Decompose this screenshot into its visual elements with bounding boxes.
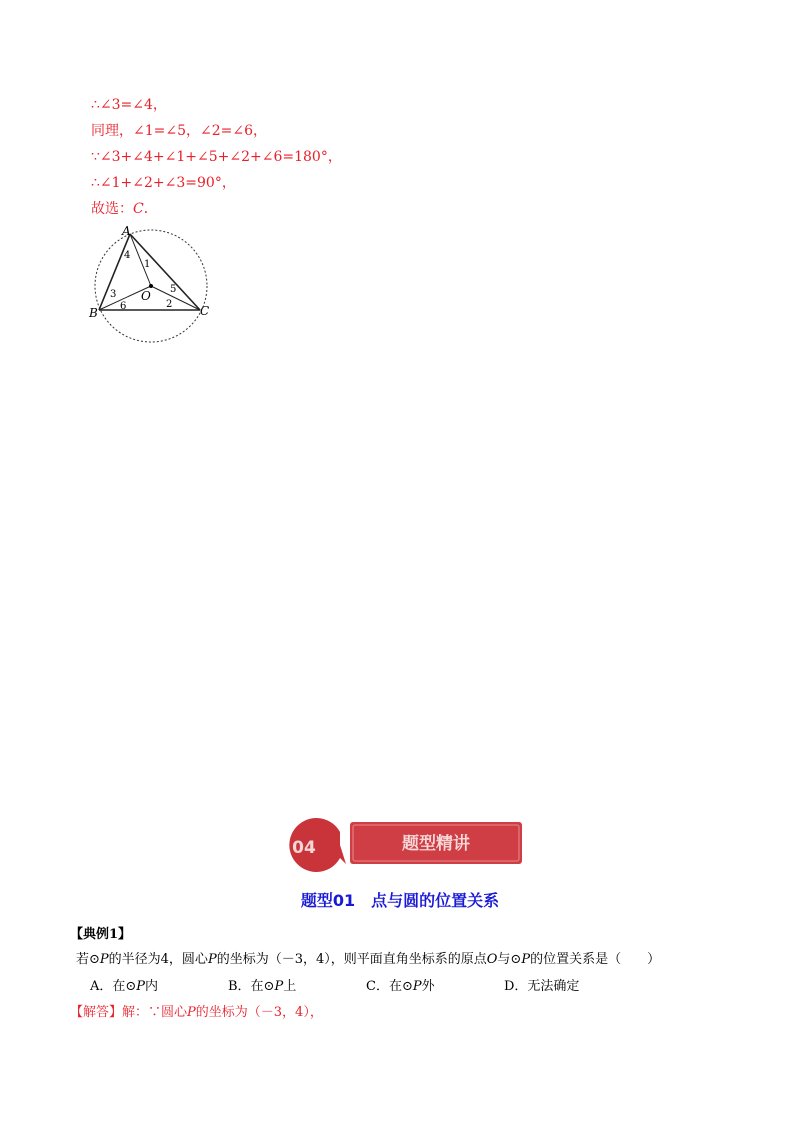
angle-label-5: 5 bbox=[170, 284, 177, 295]
label-b: B bbox=[89, 306, 98, 320]
option-a-var: P bbox=[136, 979, 146, 994]
geometry-figure bbox=[86, 222, 212, 344]
q-part-5: 的位置关系是（ ） bbox=[530, 952, 661, 967]
section-title: 题型01 点与圆的位置关系 bbox=[300, 891, 500, 910]
angle-label-6: 6 bbox=[120, 301, 127, 312]
answer-part-2: 的坐标为（－3，4）， bbox=[195, 1005, 323, 1020]
option-c-prefix: C．在⊙ bbox=[366, 979, 413, 994]
option-c-suffix: 外 bbox=[421, 979, 435, 994]
solution-line-2: 同理，∠1=∠5，∠2=∠6， bbox=[91, 123, 268, 139]
chosen-option: C bbox=[133, 201, 144, 217]
option-d bbox=[504, 975, 579, 994]
answer-part-1: 解：∵圆心 bbox=[122, 1005, 188, 1020]
q-part-4: 与⊙ bbox=[497, 952, 522, 967]
q-part-3: 的坐标为（－3，4），则平面直角坐标系的原点 bbox=[216, 952, 487, 967]
section-banner bbox=[274, 812, 526, 876]
example-label: 【典例1】 bbox=[70, 927, 132, 942]
label-c: C bbox=[200, 304, 210, 318]
option-b bbox=[228, 975, 296, 994]
answer-label: 【解答】 bbox=[70, 1005, 123, 1020]
q-var-4: P bbox=[521, 952, 531, 967]
option-b-prefix: B．在⊙ bbox=[228, 979, 275, 994]
angle-label-2: 2 bbox=[166, 299, 173, 310]
option-a bbox=[90, 975, 158, 994]
q-part-1: 若⊙ bbox=[76, 952, 100, 967]
angle-label-4: 4 bbox=[124, 250, 131, 261]
answer-var: P bbox=[187, 1005, 196, 1020]
answer-line bbox=[70, 1001, 323, 1020]
option-b-suffix: 上 bbox=[283, 979, 297, 994]
q-var-2: P bbox=[207, 952, 217, 967]
solution-line-1: ∴∠3=∠4， bbox=[91, 97, 167, 113]
option-a-prefix: A．在⊙ bbox=[90, 979, 137, 994]
option-c bbox=[366, 975, 435, 994]
angle-label-1: 1 bbox=[144, 259, 151, 270]
question-text bbox=[76, 948, 660, 967]
banner-label: 题型精讲 bbox=[402, 834, 470, 854]
solution-line-3: ∵∠3+∠4+∠1+∠5+∠2+∠6=180°， bbox=[91, 149, 342, 165]
option-c-var: P bbox=[412, 979, 422, 994]
center-point bbox=[149, 284, 153, 288]
banner-number: 04 bbox=[292, 838, 316, 858]
choose-prefix: 故选： bbox=[91, 201, 133, 217]
q-var-1: P bbox=[99, 952, 109, 967]
q-var-3: O bbox=[486, 952, 498, 967]
option-b-var: P bbox=[274, 979, 284, 994]
option-d-prefix: D．无法确定 bbox=[504, 979, 580, 994]
q-part-2: 的半径为4，圆心 bbox=[108, 952, 208, 967]
choose-suffix: ． bbox=[143, 201, 158, 217]
option-a-suffix: 内 bbox=[145, 979, 159, 994]
label-a: A bbox=[122, 224, 131, 238]
solution-line-4: ∴∠1+∠2+∠3=90°， bbox=[91, 175, 236, 191]
angle-label-3: 3 bbox=[110, 289, 117, 300]
label-o: O bbox=[141, 289, 151, 303]
solution-line-5 bbox=[91, 200, 158, 218]
